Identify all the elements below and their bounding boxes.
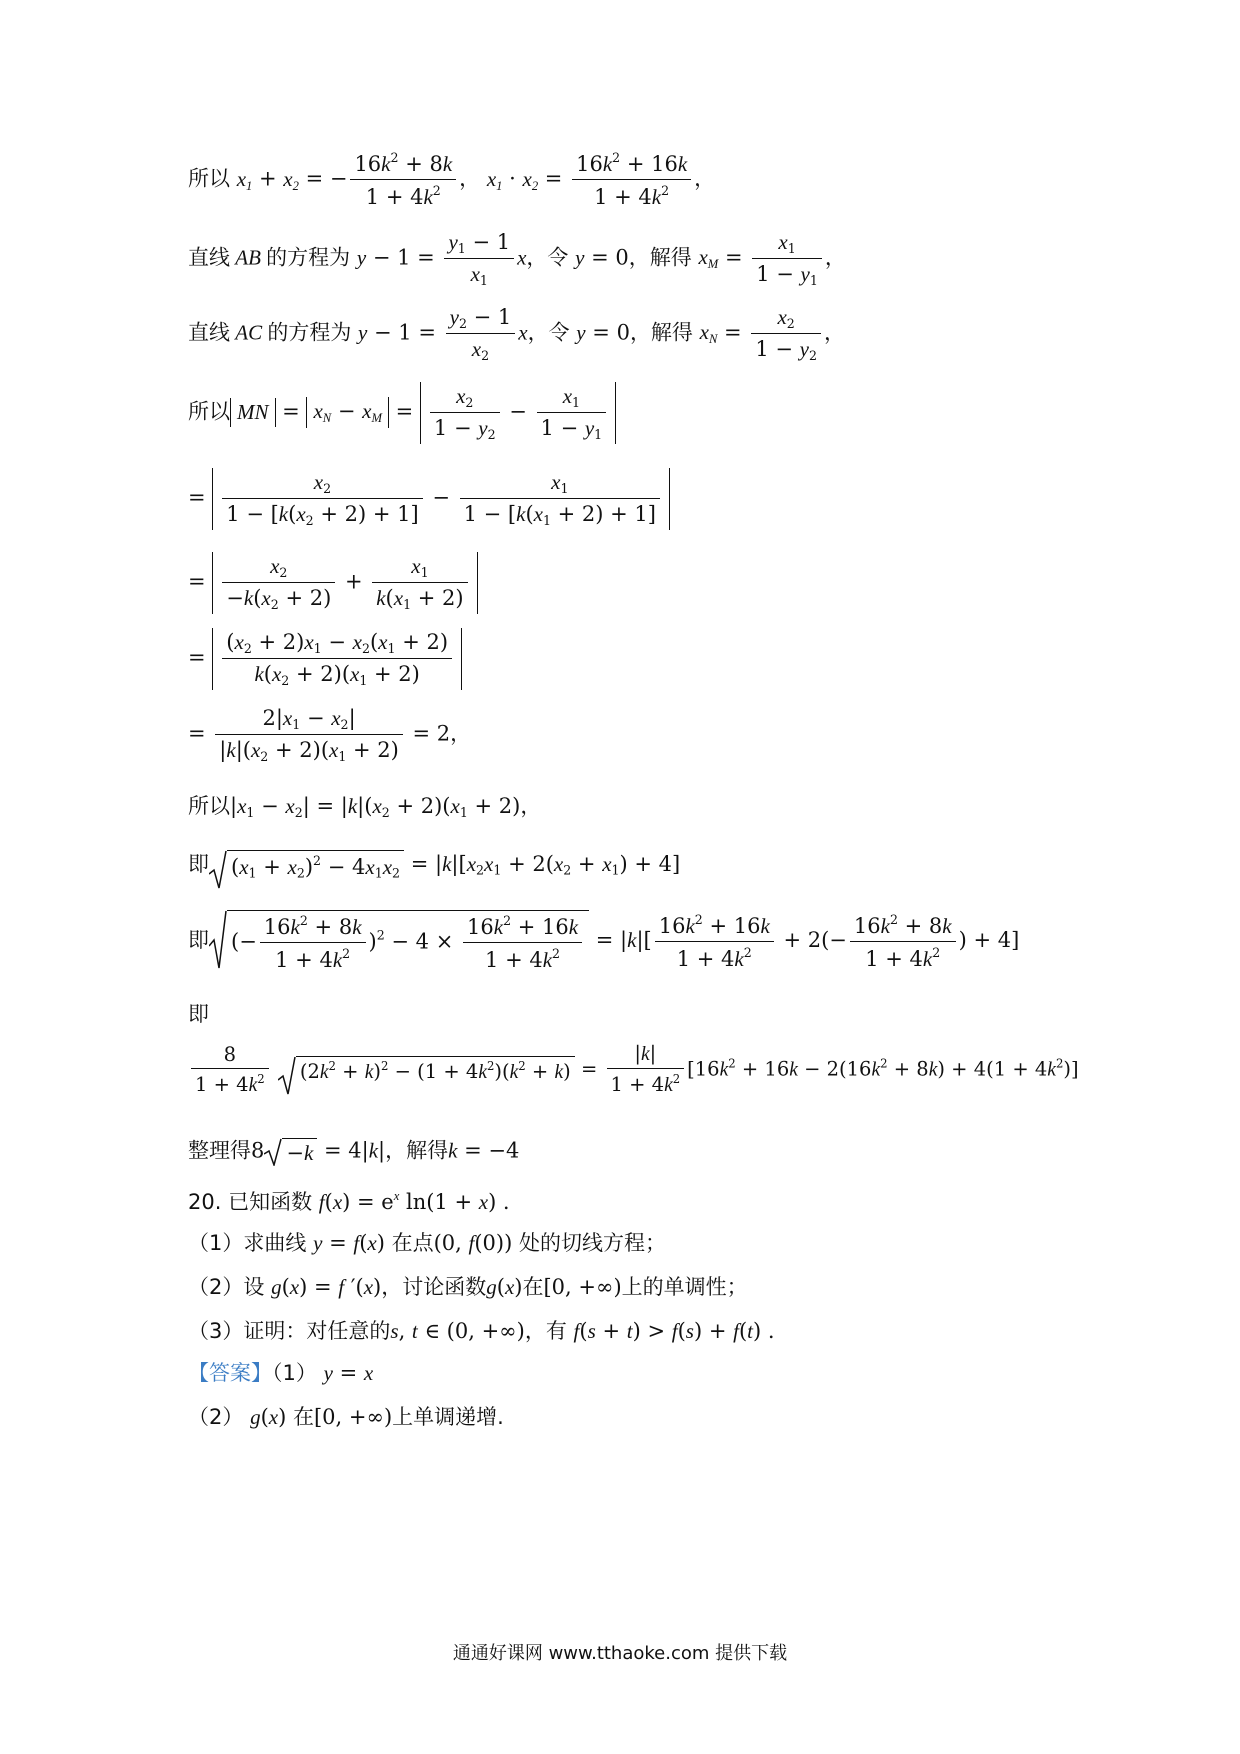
eq-line-9: 所以$|x_1 - x_2| = |k|(x_2 + 2)(x_1 + 2)$，: [188, 794, 542, 820]
eq-line-5: = $\frac{x_2}{1 - [k(x_2 + 2) + 1]}$ − $\frac{x_1}{1 - [k(x_1 + 2) + 1]}$: [188, 468, 670, 530]
eq-line-2: 直线 AB 的方程为 y − 1 = $\frac{y_1 - 1}{x_1}$ x，令 y = 0，解得 $x_M$ = $\frac{x_1}{1 - y_1}$ ，: [188, 230, 846, 288]
eq-line-3: 直线 AC 的方程为 y − 1 = $\frac{y_2 - 1}{x_2}$ x，令 y = 0，解得 $x_N$ = $\frac{x_2}{1 - y_2}$ ，: [188, 305, 845, 363]
eq-line-6: = $\frac{x_2}{-k(x_2 + 2)}$ + $\frac{x_1}{k(x_1 + 2)}$: [188, 552, 478, 614]
eq-line-11: 即 (− $\frac{16k^2 + 8k}{1 + 4k^2}$ )$^2$ − 4 × $\frac{16k^2 + 16k}{1 + 4k^2}$ = |k|[ $\frac{16k^2 + 16k}{1 + 4k^2}$ + 2(− $\frac{16k^2 + 8k}{1 + 4k^2}$ ) + 4]: [188, 911, 1020, 972]
answer-tag: 【答案】: [188, 1361, 272, 1385]
page-footer: 通通好课网 www.tthaoke.com 提供下载: [452, 1643, 788, 1664]
eq-line-14: 整理得8 −k = 4|k|，解得k = −4: [188, 1138, 520, 1165]
answer-line-1: 【答案】（1） y = x: [188, 1361, 374, 1385]
question-20-part-1: （1）求曲线 y = f(x) 在点(0, f(0)) 处的切线方程；: [188, 1231, 666, 1255]
answer-line-2: （2） g(x) 在[0, +∞)上单调递增.: [188, 1405, 504, 1429]
eq-line-4: 所以 MN = $x_N - x_M$ = $\frac{x_2}{1 - y_2}$ − $\frac{x_1}{1 - y_1}$: [188, 382, 616, 444]
eq-line-10: 即 $(x_1 + x_2)^2 - 4x_1x_2 = |k|[x_2x_1 + 2(x_2 + x_1) + 4]$: [188, 850, 680, 881]
question-20-part-2: （2）设 g(x) = f ′(x)，讨论函数g(x)在[0, +∞)上的单调性；: [188, 1275, 748, 1299]
eq-line-12: 即: [188, 1002, 209, 1026]
eq-line-1: 所以 $x_1 + x_2$ = − $\frac{16k^2 + 8k}{1 + 4k^2}$ ， $x_1 \cdot x_2$ = $\frac{16k^2 + 16k}{1 + 4k^2}$ ，: [188, 150, 716, 209]
eq-line-8: = $\frac{2|x_1 - x_2|}{|k|(x_2 + 2)(x_1 + 2)}$ = 2，: [188, 706, 472, 764]
eq-line-13: $\frac{8}{1 + 4k^2}$ $(2k^2 + k)^2 - (1 + 4k^2)(k^2 + k)$ = $\frac{|k|}{1 + 4k^2}$ $[16k^2 + 16k - 2(16k^2 + 8k) + 4(1 + 4k^2)]$: [188, 1042, 1079, 1098]
eq-line-7: = $\frac{(x_2 + 2)x_1 - x_2(x_1 + 2)}{k(x_2 + 2)(x_1 + 2)}$: [188, 628, 462, 690]
question-20-part-3: （3）证明：对任意的s, t ∈ (0, +∞)，有 f(s + t) > f(s) + f(t) .: [188, 1319, 775, 1343]
question-20-title: 20. 已知函数 $f(x) = e^x$ ln(1 + x) .: [188, 1189, 510, 1214]
